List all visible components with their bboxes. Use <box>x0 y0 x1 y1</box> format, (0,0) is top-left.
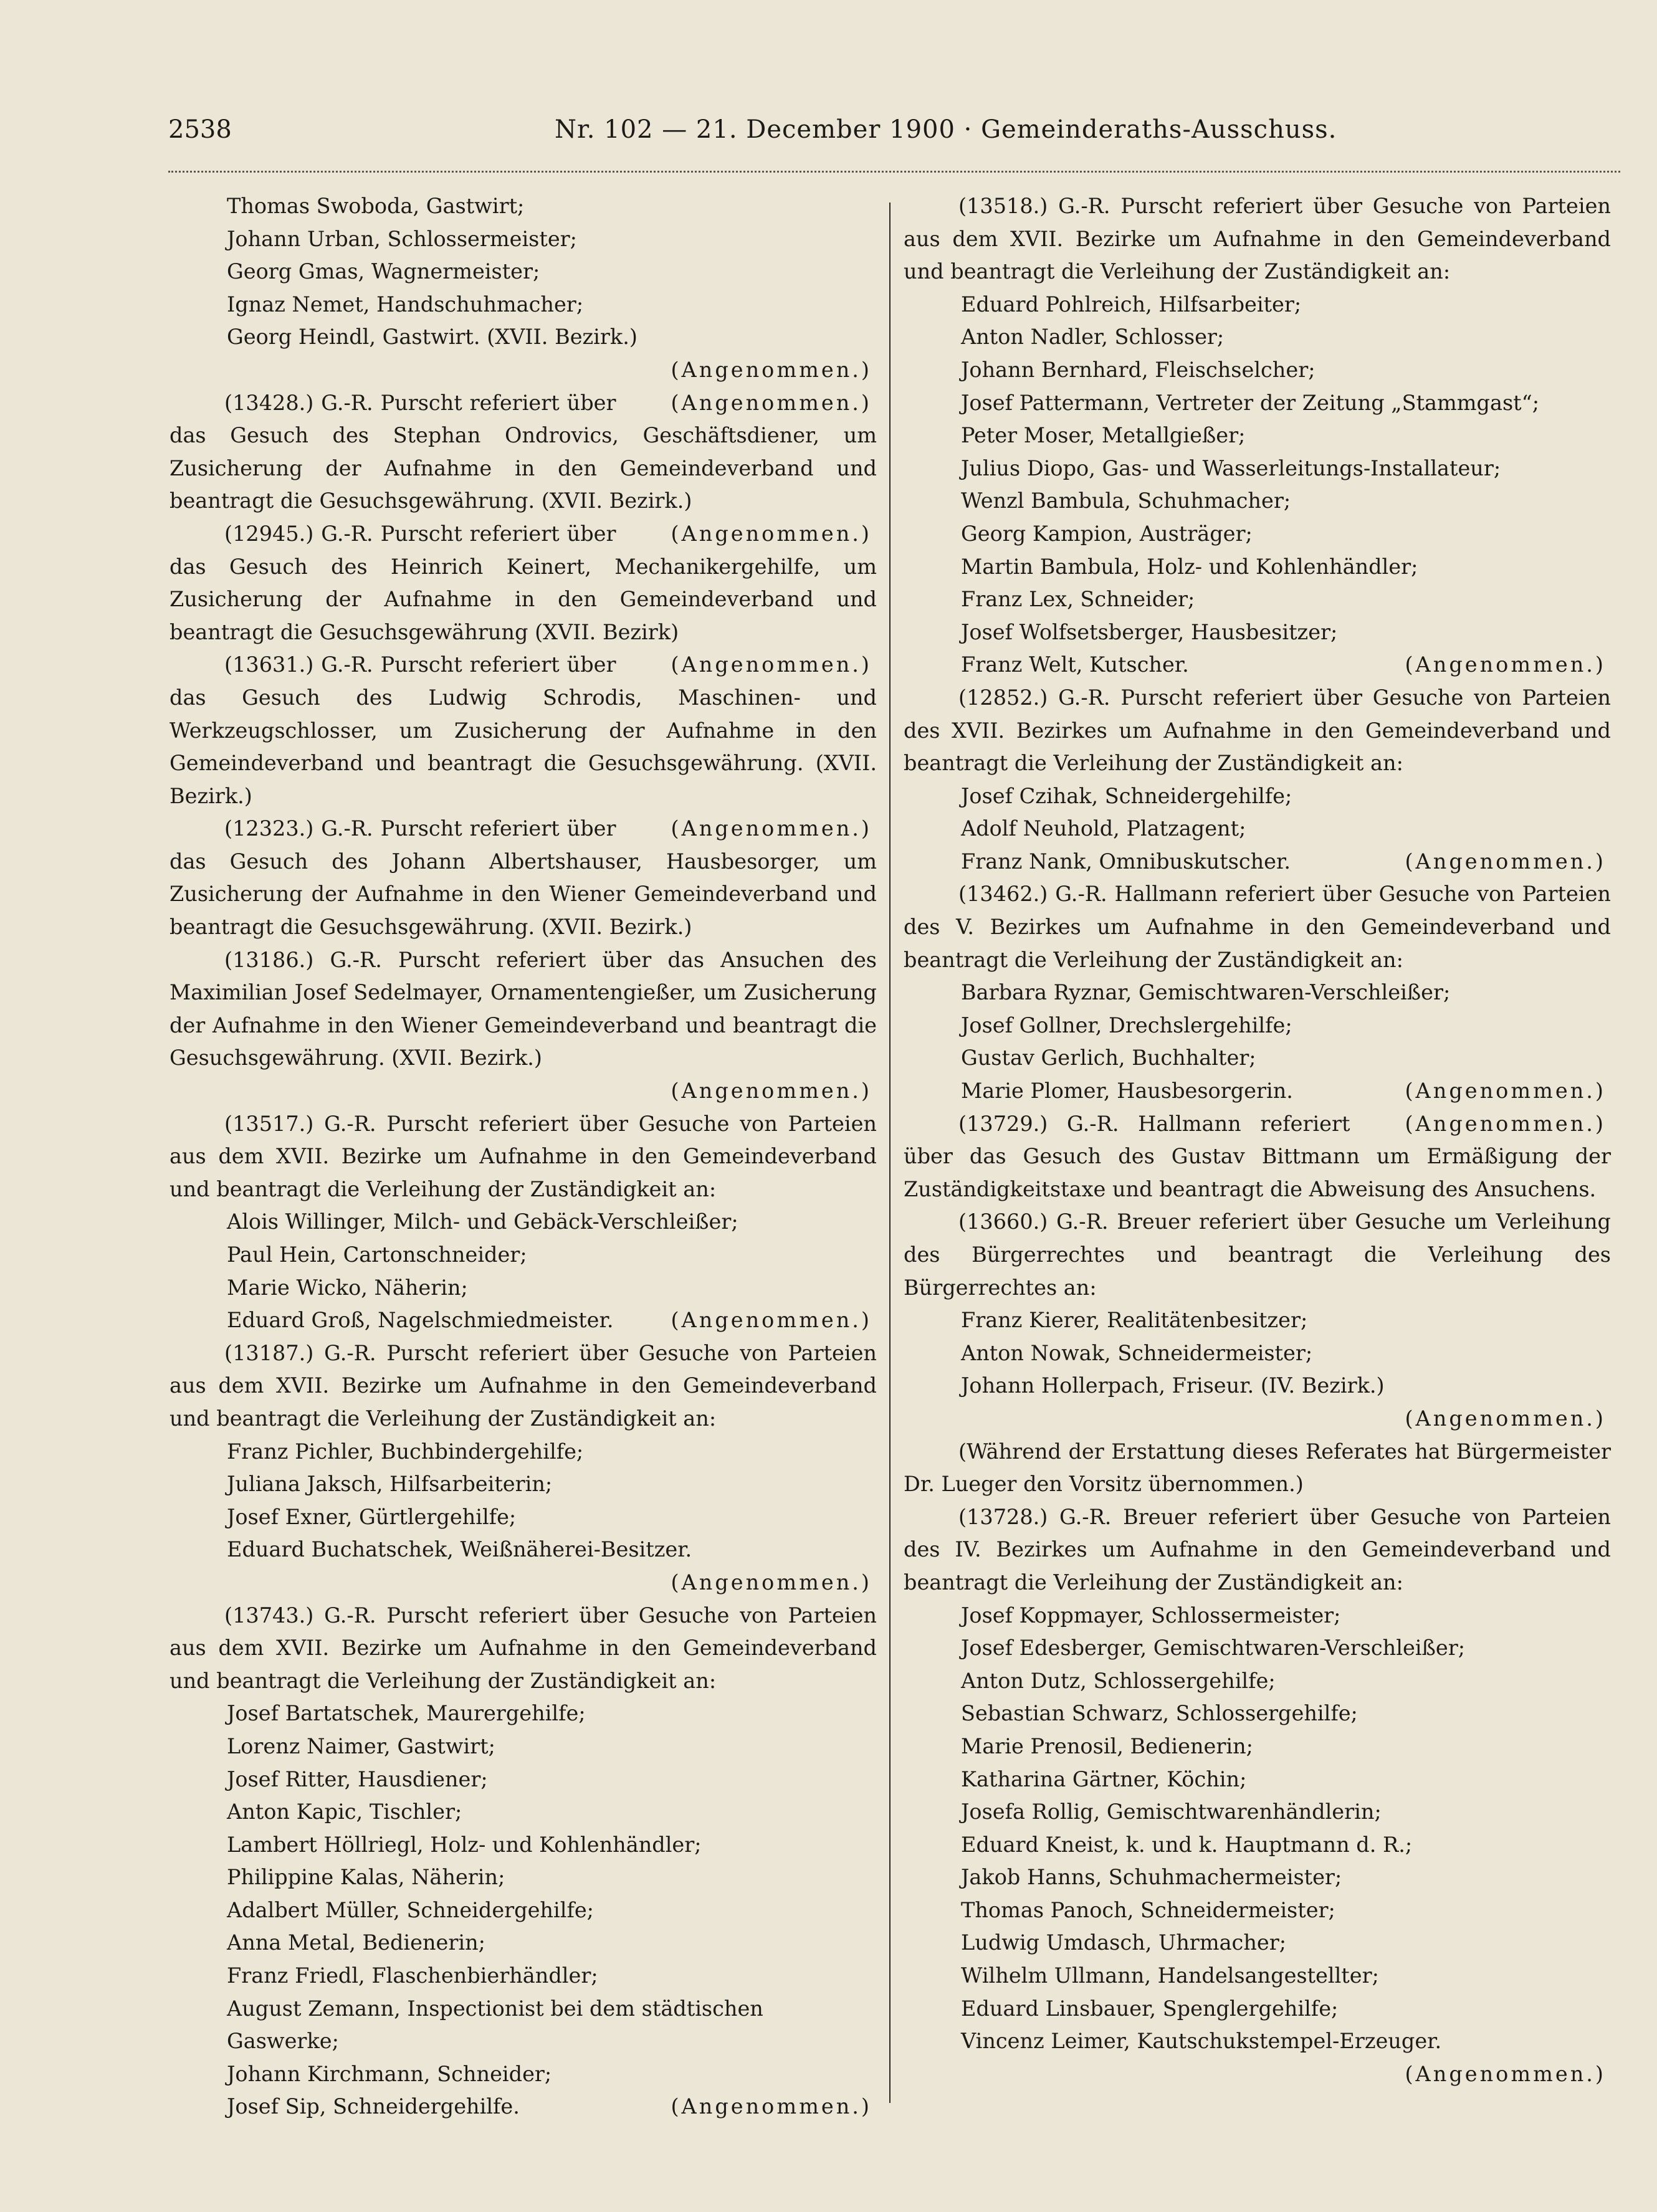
resolution-note: (Angenommen.) <box>671 2094 872 2119</box>
entry-text: Barbara Ryznar, Gemischtwaren-Verschleißer; <box>961 980 1451 1005</box>
list-entry <box>170 223 877 256</box>
entry-text: Paul Hein, Cartonschneider; <box>227 1242 527 1267</box>
entry-text: Josef Wolfsetsberger, Hausbesitzer; <box>961 619 1338 644</box>
entry-text: Katharina Gärtner, Köchin; <box>961 1766 1247 1791</box>
paragraph-text: (13187.) G.-R. Purscht referiert über Gesuche von Parteien aus dem XVII. Bezirke um Aufnahme in den Gemeindeverband und beantragt die Verleihung der Zuständigkeit an: <box>170 1340 877 1431</box>
paragraph-text: (12945.) G.-R. Purscht referiert über das Gesuch des Heinrich Keinert, Mechanikergehilfe, um Zusicherung der Aufnahme in den Gemeindeverband und beantragt die Gesuchsgewährung (XVII. Bezirk) <box>170 521 877 644</box>
list-entry <box>170 2090 877 2124</box>
resolution-note: (Angenommen.) <box>671 390 872 415</box>
report-paragraph <box>904 682 1611 780</box>
paragraph-text: (13729.) G.-R. Hallmann referiert über das Gesuch des Gustav Bittmann um Ermäßigung der Zuständigkeitstaxe und beantragt die Abweisung des Ansuchens. <box>904 1111 1611 1201</box>
paragraph-text: (13462.) G.-R. Hallmann referiert über Gesuche von Parteien des V. Bezirkes um Aufnahme in den Gemeindeverband und beantragt die Verleihung der Zuständigkeit an: <box>904 882 1611 972</box>
entry-text: Ludwig Umdasch, Uhrmacher; <box>961 1930 1287 1955</box>
list-entry <box>170 1533 877 1566</box>
paragraph-text: (12852.) G.-R. Purscht referiert über Gesuche von Parteien des XVII. Bezirkes um Aufnahme in den Gemeindeverband und beantragt die Verleihung der Zuständigkeit an: <box>904 685 1611 776</box>
entry-text: Franz Friedl, Flaschenbierhändler; <box>227 1963 598 1988</box>
entry-text: Franz Pichler, Buchbindergehilfe; <box>227 1439 584 1464</box>
entry-text: Josef Ritter, Hausdiener; <box>227 1766 488 1791</box>
list-entry <box>170 1894 877 1927</box>
list-entry <box>904 1370 1611 1403</box>
entry-text: Franz Welt, Kutscher. <box>961 652 1189 677</box>
list-entry <box>170 2058 877 2091</box>
list-entry <box>904 976 1611 1009</box>
list-entry <box>904 1665 1611 1698</box>
entry-text: Marie Prenosil, Bedienerin; <box>961 1733 1253 1758</box>
entry-text: Thomas Swoboda, Gastwirt; <box>227 194 525 218</box>
entry-text: Johann Hollerpach, Friseur. (IV. Bezirk.) <box>961 1373 1385 1398</box>
entry-text: Eduard Linsbauer, Spenglergehilfe; <box>961 1996 1339 2021</box>
entry-text: Franz Lex, Schneider; <box>961 587 1195 612</box>
report-paragraph <box>904 1436 1611 1501</box>
resolution-note: (Angenommen.) <box>671 816 872 841</box>
paragraph-text: (Während der Erstattung dieses Referates hat Bürgermeister Dr. Lueger den Vorsitz übernommen.) <box>904 1439 1611 1497</box>
resolution-note: (Angenommen.) <box>671 357 872 382</box>
list-entry <box>904 616 1611 649</box>
list-entry <box>170 1960 877 1993</box>
resolution-note: (Angenommen.) <box>1405 1111 1606 1136</box>
list-entry <box>904 518 1611 551</box>
entry-text: Marie Wicko, Näherin; <box>227 1275 468 1300</box>
list-entry <box>904 1927 1611 1960</box>
paragraph-text: (13743.) G.-R. Purscht referiert über Gesuche von Parteien aus dem XVII. Bezirke um Aufnahme in den Gemeindeverband und beantragt die Verleihung der Zuständigkeit an: <box>170 1603 877 1693</box>
list-entry <box>904 452 1611 485</box>
list-entry <box>904 846 1611 879</box>
entry-text: Wenzl Bambula, Schuhmacher; <box>961 489 1291 513</box>
resolution-note: (Angenommen.) <box>671 652 872 677</box>
entry-text: Lambert Höllriegl, Holz- und Kohlenhändler; <box>227 1832 702 1857</box>
entry-text: Peter Moser, Metallgießer; <box>961 423 1246 448</box>
list-entry <box>904 354 1611 387</box>
entry-text: Vincenz Leimer, Kautschukstempel-Erzeuger. <box>961 2029 1442 2054</box>
report-paragraph <box>904 878 1611 976</box>
entry-text: Josef Gollner, Drechslergehilfe; <box>961 1013 1292 1037</box>
entry-text: Ignaz Nemet, Handschuhmacher; <box>227 292 584 317</box>
list-entry <box>170 1436 877 1469</box>
list-entry <box>904 1337 1611 1370</box>
entry-text: Josef Koppmayer, Schlossermeister; <box>961 1603 1341 1628</box>
resolution-note: (Angenommen.) <box>671 1308 872 1333</box>
resolution-note: (Angenommen.) <box>671 521 872 546</box>
entry-text: Anna Metal, Bedienerin; <box>227 1930 485 1955</box>
entry-text: Anton Nowak, Schneidermeister; <box>961 1340 1313 1365</box>
entry-text: Anton Nadler, Schlosser; <box>961 325 1225 350</box>
entry-text: Josef Bartatschek, Maurergehilfe; <box>227 1701 586 1726</box>
list-entry <box>170 1501 877 1534</box>
entry-text: Eduard Groß, Nagelschmiedmeister. <box>227 1308 614 1333</box>
paragraph-text: (13728.) G.-R. Breuer referiert über Gesuche von Parteien des IV. Bezirkes um Aufnahme in den Gemeindeverband und beantragt die Verleihung der Zuständigkeit an: <box>904 1504 1611 1595</box>
left-column <box>170 190 877 2124</box>
list-entry <box>904 1009 1611 1042</box>
page-header <box>168 115 1633 153</box>
report-paragraph <box>170 944 877 1075</box>
entry-text: Alois Willinger, Milch- und Gebäck-Verschleißer; <box>227 1209 738 1234</box>
list-entry <box>904 1599 1611 1633</box>
list-entry <box>170 321 877 354</box>
entry-text: Adalbert Müller, Schneidergehilfe; <box>227 1897 594 1922</box>
list-entry <box>904 1075 1611 1108</box>
report-paragraph <box>170 649 877 813</box>
list-entry <box>904 1730 1611 1763</box>
list-entry <box>904 419 1611 452</box>
entry-text: Josef Exner, Gürtlergehilfe; <box>227 1504 517 1529</box>
paragraph-text: (12323.) G.-R. Purscht referiert über das Gesuch des Johann Albertshauser, Hausbesorger, um Zusicherung der Aufnahme in den Wiener Gemeindeverband und beantragt die Gesuchsgewährung. (XVII. Bezirk.) <box>170 816 877 940</box>
entry-text: Julius Diopo, Gas- und Wasserleitungs-Installateur; <box>961 455 1501 480</box>
list-entry <box>904 1304 1611 1337</box>
list-entry <box>904 387 1611 420</box>
entry-text: Marie Plomer, Hausbesorgerin. <box>961 1079 1293 1104</box>
page-number: 2538 <box>168 115 232 144</box>
entry-text: Eduard Kneist, k. und k. Hauptmann d. R.; <box>961 1832 1413 1857</box>
report-paragraph <box>904 1108 1611 1206</box>
list-entry <box>904 1861 1611 1894</box>
list-entry <box>904 1993 1611 2026</box>
list-entry <box>904 1960 1611 1993</box>
entry-text: Anton Dutz, Schlossergehilfe; <box>961 1668 1276 1693</box>
report-paragraph <box>170 1599 877 1698</box>
list-entry <box>904 1796 1611 1829</box>
resolution-note: (Angenommen.) <box>1405 2061 1606 2086</box>
list-entry <box>170 288 877 322</box>
paragraph-text: (13660.) G.-R. Breuer referiert über Gesuche um Verleihung des Bürgerrechtes und beantragt die Verleihung des Bürgerrechtes an: <box>904 1209 1611 1300</box>
paragraph-text: (13518.) G.-R. Purscht referiert über Gesuche von Parteien aus dem XVII. Bezirke um Aufnahme in den Gemeindeverband und beantragt die Verleihung der Zuständigkeit an: <box>904 194 1611 284</box>
entry-text: Josef Edesberger, Gemischtwaren-Verschleißer; <box>961 1636 1466 1661</box>
entry-text: Franz Nank, Omnibuskutscher. <box>961 849 1291 874</box>
list-entry <box>904 288 1611 322</box>
paragraph-text: (13428.) G.-R. Purscht referiert über das Gesuch des Stephan Ondrovics, Geschäftsdiener, um Zusicherung der Aufnahme in den Gemeindeverband und beantragt die Gesuchsgewährung. (XVII. Bezirk.) <box>170 390 877 513</box>
right-column <box>904 190 1611 2090</box>
list-entry <box>904 1763 1611 1796</box>
list-entry <box>904 1697 1611 1730</box>
list-entry <box>170 1730 877 1763</box>
list-entry <box>904 321 1611 354</box>
report-paragraph <box>904 190 1611 288</box>
entry-text: Thomas Panoch, Schneidermeister; <box>961 1897 1335 1922</box>
resolution-note: (Angenommen.) <box>671 1079 872 1104</box>
entry-text: Josef Sip, Schneidergehilfe. <box>227 2094 520 2119</box>
list-entry <box>904 583 1611 616</box>
entry-text: Johann Bernhard, Fleischselcher; <box>961 357 1316 382</box>
entry-text: Wilhelm Ullmann, Handelsangestellter; <box>961 1963 1379 1988</box>
report-paragraph <box>904 1206 1611 1304</box>
entry-text: Franz Kierer, Realitätenbesitzer; <box>961 1308 1308 1333</box>
entry-text: Georg Gmas, Wagnermeister; <box>227 259 540 284</box>
list-entry <box>170 1993 877 2058</box>
paragraph-text: (13517.) G.-R. Purscht referiert über Gesuche von Parteien aus dem XVII. Bezirke um Aufnahme in den Gemeindeverband und beantragt die Verleihung der Zuständigkeit an: <box>170 1111 877 1201</box>
entry-text: Gustav Gerlich, Buchhalter; <box>961 1046 1256 1070</box>
list-entry <box>904 1829 1611 1862</box>
list-entry <box>904 551 1611 584</box>
list-entry <box>170 1829 877 1862</box>
running-title: Nr. 102 — 21. December 1900 · Gemeinderaths-Ausschuss. <box>555 115 1337 144</box>
report-paragraph <box>904 1501 1611 1599</box>
entry-text: Jakob Hanns, Schuhmachermeister; <box>961 1865 1342 1890</box>
entry-text: Josef Czihak, Schneidergehilfe; <box>961 783 1292 808</box>
entry-text: Sebastian Schwarz, Schlossergehilfe; <box>961 1701 1358 1726</box>
entry-text: Georg Heindl, Gastwirt. (XVII. Bezirk.) <box>227 325 637 350</box>
header-rule <box>168 163 1620 173</box>
list-entry <box>904 485 1611 518</box>
report-paragraph <box>170 1108 877 1206</box>
list-entry <box>170 1861 877 1894</box>
report-paragraph <box>170 387 877 518</box>
resolution-note: (Angenommen.) <box>1405 1406 1606 1431</box>
list-entry <box>170 255 877 288</box>
list-entry <box>170 190 877 223</box>
entry-text: Juliana Jaksch, Hilfsarbeiterin; <box>227 1472 553 1497</box>
resolution-note: (Angenommen.) <box>1405 1079 1606 1104</box>
list-entry <box>904 1632 1611 1665</box>
resolution-note: (Angenommen.) <box>1405 652 1606 677</box>
list-entry <box>170 1468 877 1501</box>
list-entry <box>170 1927 877 1960</box>
entry-text: Johann Urban, Schlossermeister; <box>227 226 577 251</box>
list-entry <box>170 1763 877 1796</box>
entry-text: Josef Pattermann, Vertreter der Zeitung „Stammgast“; <box>961 390 1540 415</box>
entry-text: Eduard Buchatschek, Weißnäherei-Besitzer. <box>227 1537 692 1562</box>
column-divider <box>889 203 891 2103</box>
list-entry <box>170 1239 877 1272</box>
entry-text: August Zemann, Inspectionist bei dem städtischen Gaswerke; <box>227 1996 763 2054</box>
resolution-note: (Angenommen.) <box>671 1570 872 1595</box>
paragraph-text: (13631.) G.-R. Purscht referiert über das Gesuch des Ludwig Schrodis, Maschinen- und Werkzeugschlosser, um Zusicherung der Aufnahme in den Gemeindeverband und beantragt die Gesuchsgewährung. (XVII. Bezirk.) <box>170 652 877 808</box>
report-paragraph <box>170 518 877 649</box>
list-entry <box>904 1042 1611 1075</box>
list-entry <box>170 1206 877 1239</box>
entry-text: Georg Kampion, Austräger; <box>961 521 1253 546</box>
entry-text: Adolf Neuhold, Platzagent; <box>961 816 1246 841</box>
entry-text: Josefa Rollig, Gemischtwarenhändlerin; <box>961 1800 1382 1824</box>
list-entry <box>170 1796 877 1829</box>
list-entry <box>904 813 1611 846</box>
entry-text: Lorenz Naimer, Gastwirt; <box>227 1733 495 1758</box>
entry-text: Eduard Pohlreich, Hilfsarbeiter; <box>961 292 1302 317</box>
report-paragraph <box>170 813 877 943</box>
list-entry <box>904 2025 1611 2058</box>
list-entry <box>904 649 1611 682</box>
list-entry <box>170 1697 877 1730</box>
list-entry <box>904 1894 1611 1927</box>
entry-text: Anton Kapic, Tischler; <box>227 1800 462 1824</box>
list-entry <box>170 1272 877 1305</box>
resolution-note: (Angenommen.) <box>1405 849 1606 874</box>
paragraph-text: (13186.) G.-R. Purscht referiert über das Ansuchen des Maximilian Josef Sedelmayer, Ornamentengießer, um Zusicherung der Aufnahme in den Wiener Gemeindeverband und beantragt die Gesuchsgewährung. (XVII. Bezirk.) <box>170 947 877 1070</box>
entry-text: Martin Bambula, Holz- und Kohlenhändler; <box>961 554 1418 579</box>
list-entry <box>170 1304 877 1337</box>
report-paragraph <box>170 1337 877 1436</box>
entry-text: Philippine Kalas, Näherin; <box>227 1865 505 1890</box>
list-entry <box>904 780 1611 813</box>
entry-text: Johann Kirchmann, Schneider; <box>227 2061 552 2086</box>
